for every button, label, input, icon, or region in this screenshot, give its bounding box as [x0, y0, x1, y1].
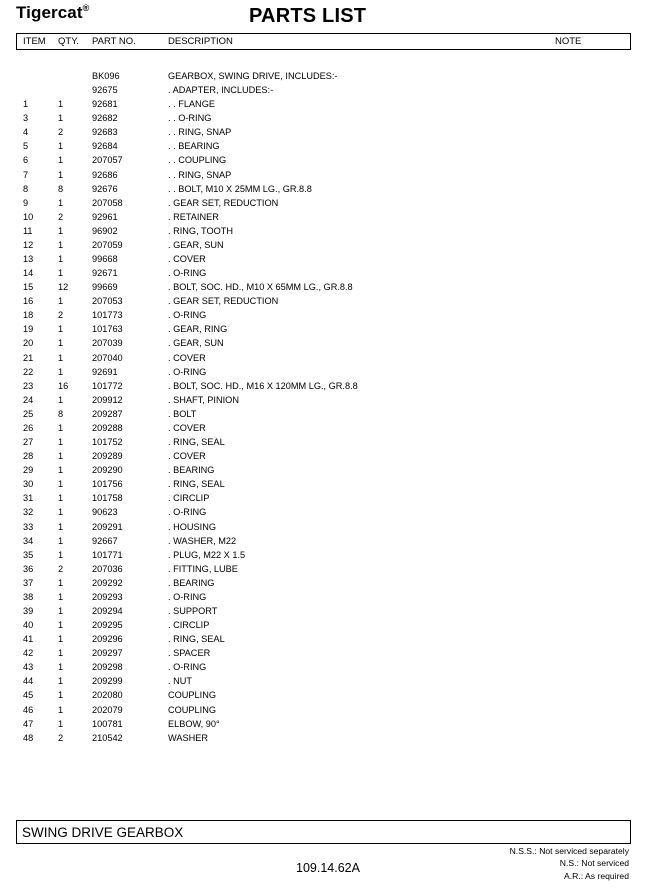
part-number: 209296: [92, 634, 123, 645]
table-row: [0, 252, 648, 266]
table-row: [0, 379, 648, 393]
item-number: 27: [23, 437, 34, 448]
item-number: 41: [23, 634, 34, 645]
description: . GEAR SET, REDUCTION: [168, 296, 279, 307]
item-number: 37: [23, 577, 34, 588]
part-number: 209292: [92, 577, 123, 588]
description: . RING, SEAL: [168, 437, 225, 448]
description: . ADAPTER, INCLUDES:-: [168, 85, 274, 96]
quantity: 1: [58, 422, 64, 433]
item-number: 32: [23, 507, 34, 518]
part-number: 207059: [92, 239, 123, 250]
quantity: 8: [58, 408, 64, 419]
quantity: 1: [58, 451, 64, 462]
quantity: 1: [58, 113, 64, 124]
description: . COVER: [168, 254, 206, 265]
quantity: 2: [58, 127, 64, 138]
part-number: 209291: [92, 521, 123, 532]
part-number: 92681: [92, 99, 118, 110]
table-row: [0, 505, 648, 519]
description: . CIRCLIP: [168, 493, 210, 504]
description: . COVER: [168, 451, 206, 462]
quantity: 1: [58, 169, 64, 180]
item-number: 46: [23, 704, 34, 715]
table-row: [0, 294, 648, 308]
legend-line: N.S.S.: Not serviced separately: [509, 846, 629, 856]
quantity: 1: [58, 718, 64, 729]
description: . . FLANGE: [168, 99, 215, 110]
part-number: 96902: [92, 225, 118, 236]
column-header-bar: [16, 33, 631, 50]
description: . GEAR, SUN: [168, 338, 224, 349]
item-number: 20: [23, 338, 34, 349]
part-number: 207040: [92, 352, 123, 363]
quantity: 1: [58, 549, 64, 560]
description: ELBOW, 90°: [168, 718, 220, 729]
part-number: 92961: [92, 211, 118, 222]
quantity: 1: [58, 521, 64, 532]
table-row: [0, 590, 648, 604]
page-title: PARTS LIST: [249, 5, 367, 27]
table-row: [0, 266, 648, 280]
part-number: 209289: [92, 451, 123, 462]
quantity: 1: [58, 141, 64, 152]
description: . BEARING: [168, 465, 215, 476]
item-number: 34: [23, 535, 34, 546]
part-number: 209287: [92, 408, 123, 419]
table-row: [0, 351, 648, 365]
quantity: 1: [58, 366, 64, 377]
table-row: [0, 604, 648, 618]
part-number: 207036: [92, 563, 123, 574]
item-number: 1: [23, 99, 29, 110]
abbreviation-legend: [510, 845, 629, 882]
table-row: [0, 322, 648, 336]
description: . RING, TOOTH: [168, 225, 233, 236]
quantity: 1: [58, 254, 64, 265]
item-number: 7: [23, 169, 29, 180]
part-number: 209293: [92, 591, 123, 602]
item-number: 16: [23, 296, 34, 307]
part-number: 202080: [92, 690, 123, 701]
table-row: [0, 520, 648, 534]
item-number: 33: [23, 521, 34, 532]
table-row: [0, 717, 648, 731]
part-number: 92686: [92, 169, 118, 180]
part-number: 92671: [92, 268, 118, 279]
part-number: 210542: [92, 732, 123, 743]
column-header-item: ITEM: [23, 36, 46, 47]
part-number: 209295: [92, 620, 123, 631]
item-number: 15: [23, 282, 34, 293]
table-row: [0, 548, 648, 562]
table-row: [0, 83, 648, 97]
table-row: [0, 646, 648, 660]
description: GEARBOX, SWING DRIVE, INCLUDES:-: [168, 71, 338, 81]
description: . PLUG, M22 X 1.5: [168, 549, 246, 560]
part-number: 90623: [92, 507, 118, 518]
part-number: 101773: [92, 310, 123, 321]
item-number: 5: [23, 141, 29, 152]
quantity: 1: [58, 507, 64, 518]
table-row: [0, 238, 648, 252]
item-number: 38: [23, 591, 34, 602]
description: WASHER: [168, 732, 208, 743]
quantity: 1: [58, 648, 64, 659]
section-title-box: [16, 820, 631, 844]
description: . . BEARING: [168, 141, 220, 152]
part-number: 99669: [92, 282, 118, 293]
item-number: 21: [23, 352, 34, 363]
quantity: 1: [58, 239, 64, 250]
item-number: 30: [23, 479, 34, 490]
part-number: 92684: [92, 141, 118, 152]
item-number: 24: [23, 394, 34, 405]
table-row: [0, 280, 648, 294]
item-number: 25: [23, 408, 34, 419]
part-number: 101756: [92, 479, 123, 490]
table-row: [0, 477, 648, 491]
quantity: 1: [58, 225, 64, 236]
table-row: [0, 210, 648, 224]
table-row: [0, 731, 648, 745]
part-number: 209298: [92, 662, 123, 673]
description: . . COUPLING: [168, 155, 227, 166]
description: . O-RING: [168, 507, 207, 518]
item-number: 40: [23, 620, 34, 631]
quantity: 1: [58, 620, 64, 631]
description: . WASHER, M22: [168, 535, 237, 546]
table-row: [0, 393, 648, 407]
description: . BOLT: [168, 408, 197, 419]
item-number: 11: [23, 225, 33, 236]
table-row: [0, 153, 648, 167]
quantity: 16: [58, 380, 69, 391]
item-number: 22: [23, 366, 34, 377]
quantity: 1: [58, 155, 64, 166]
quantity: 1: [58, 662, 64, 673]
description: . GEAR SET, REDUCTION: [168, 197, 279, 208]
item-number: 18: [23, 310, 34, 321]
quantity: 1: [58, 352, 64, 363]
item-number: 45: [23, 690, 34, 701]
quantity: 1: [58, 465, 64, 476]
description: . SHAFT, PINION: [168, 394, 239, 405]
item-number: 10: [23, 211, 34, 222]
item-number: 23: [23, 380, 34, 391]
table-row: [0, 196, 648, 210]
part-number: 101758: [92, 493, 123, 504]
table-row: [0, 308, 648, 322]
table-row: [0, 407, 648, 421]
table-row: [0, 182, 648, 196]
description: . . RING, SNAP: [168, 127, 232, 138]
description: . O-RING: [168, 662, 207, 673]
table-row: [0, 703, 648, 717]
item-number: 6: [23, 155, 29, 166]
item-number: 19: [23, 324, 34, 335]
description: . FITTING, LUBE: [168, 563, 238, 574]
description: . RING, SEAL: [168, 479, 225, 490]
description: . O-RING: [168, 310, 207, 321]
table-row: [0, 336, 648, 350]
quantity: 1: [58, 535, 64, 546]
part-number: 207058: [92, 197, 123, 208]
item-number: 13: [23, 254, 34, 265]
part-number: 209290: [92, 465, 123, 476]
quantity: 1: [58, 676, 64, 687]
item-number: 43: [23, 662, 34, 673]
quantity: 1: [58, 591, 64, 602]
quantity: 1: [58, 479, 64, 490]
item-number: 3: [23, 113, 29, 124]
table-row: [0, 449, 648, 463]
part-number: 101763: [92, 324, 123, 335]
quantity: 2: [58, 211, 64, 222]
quantity: 12: [58, 282, 69, 293]
item-number: 29: [23, 465, 34, 476]
quantity: 1: [58, 268, 64, 279]
description: . . RING, SNAP: [168, 169, 232, 180]
description: . O-RING: [168, 591, 207, 602]
description: . O-RING: [168, 268, 207, 279]
description: . RING, SEAL: [168, 634, 225, 645]
description: . BEARING: [168, 577, 215, 588]
section-title: SWING DRIVE GEARBOX: [22, 825, 184, 840]
item-number: 28: [23, 451, 34, 462]
part-number: 101772: [92, 380, 123, 391]
quantity: 2: [58, 732, 64, 743]
item-number: 12: [23, 239, 34, 250]
part-number: 202079: [92, 704, 123, 715]
item-number: 8: [23, 183, 29, 194]
quantity: 1: [58, 296, 64, 307]
table-row: [0, 491, 648, 505]
item-number: 36: [23, 563, 34, 574]
quantity: 1: [58, 99, 64, 110]
registered-mark: ®: [82, 3, 90, 13]
table-row: [0, 125, 648, 139]
description: . . BOLT, M10 X 25MM LG., GR.8.8: [168, 183, 312, 194]
part-number: 92691: [92, 366, 118, 377]
table-row: [0, 688, 648, 702]
table-row: [0, 69, 648, 83]
part-number: 207039: [92, 338, 123, 349]
item-number: 31: [23, 493, 34, 504]
part-number: 207053: [92, 296, 123, 307]
table-row: [0, 139, 648, 153]
item-number: 9: [23, 197, 29, 208]
column-header-note: NOTE: [555, 36, 582, 47]
quantity: 1: [58, 338, 64, 349]
parts-table: [0, 69, 648, 745]
part-number: 92682: [92, 113, 118, 124]
quantity: 8: [58, 183, 64, 194]
table-row: [0, 421, 648, 435]
description: . RETAINER: [168, 211, 219, 222]
part-number: 207057: [92, 155, 123, 166]
table-row: [0, 111, 648, 125]
table-row: [0, 97, 648, 111]
description: . BOLT, SOC. HD., M16 X 120MM LG., GR.8.8: [168, 380, 358, 391]
description: COUPLING: [168, 704, 216, 715]
table-row: [0, 365, 648, 379]
part-number: 92683: [92, 127, 118, 138]
item-number: 26: [23, 422, 34, 433]
legend-line: N.S.: Not serviced: [559, 858, 629, 869]
item-number: 4: [23, 127, 29, 138]
document-number: 109.14.62A: [296, 861, 360, 875]
table-row: [0, 660, 648, 674]
quantity: 1: [58, 493, 64, 504]
legend-line: A.R.: As required: [564, 870, 629, 881]
part-number: 209297: [92, 648, 123, 659]
description: COUPLING: [168, 690, 216, 701]
table-row: [0, 632, 648, 646]
brand-name: Tigercat: [16, 3, 83, 22]
description: . HOUSING: [168, 521, 216, 532]
quantity: 1: [58, 437, 64, 448]
part-number: 92667: [92, 535, 118, 546]
quantity: 1: [58, 394, 64, 405]
part-number: 101752: [92, 437, 123, 448]
description: . BOLT, SOC. HD., M10 X 65MM LG., GR.8.8: [168, 282, 353, 293]
quantity: 1: [58, 690, 64, 701]
item-number: 42: [23, 648, 34, 659]
brand-logo: [16, 3, 89, 23]
description: . SUPPORT: [168, 605, 218, 616]
column-header-description: DESCRIPTION: [168, 36, 233, 47]
description: . SPACER: [168, 648, 211, 659]
table-row: [0, 576, 648, 590]
part-number: 100781: [92, 718, 123, 729]
part-number: 209288: [92, 422, 123, 433]
table-row: [0, 562, 648, 576]
description: . NUT: [168, 676, 192, 687]
table-row: [0, 674, 648, 688]
description: . GEAR, SUN: [168, 239, 224, 250]
table-row: [0, 168, 648, 182]
part-number: 209912: [92, 394, 123, 405]
column-header-part-no: PART NO.: [92, 36, 136, 47]
description: . CIRCLIP: [168, 620, 210, 631]
part-number: 99668: [92, 254, 118, 265]
column-header-qty: QTY.: [58, 36, 79, 47]
table-row: [0, 618, 648, 632]
item-number: 14: [23, 268, 34, 279]
quantity: 1: [58, 605, 64, 616]
part-number: BK096: [92, 71, 120, 81]
table-row: [0, 534, 648, 548]
quantity: 1: [58, 704, 64, 715]
quantity: 2: [58, 310, 64, 321]
description: . . O-RING: [168, 113, 212, 124]
item-number: 48: [23, 732, 34, 743]
quantity: 2: [58, 563, 64, 574]
description: . COVER: [168, 352, 206, 363]
quantity: 1: [58, 634, 64, 645]
item-number: 39: [23, 605, 34, 616]
table-row: [0, 435, 648, 449]
part-number: 209294: [92, 605, 123, 616]
quantity: 1: [58, 577, 64, 588]
part-number: 92676: [92, 183, 118, 194]
part-number: 101771: [92, 549, 123, 560]
item-number: 44: [23, 676, 34, 687]
part-number: 92675: [92, 85, 118, 96]
description: . O-RING: [168, 366, 207, 377]
quantity: 1: [58, 324, 64, 335]
table-row: [0, 224, 648, 238]
item-number: 35: [23, 549, 34, 560]
description: . COVER: [168, 422, 206, 433]
description: . GEAR, RING: [168, 324, 228, 335]
part-number: 209299: [92, 676, 123, 687]
quantity: 1: [58, 197, 64, 208]
table-row: [0, 463, 648, 477]
item-number: 47: [23, 718, 34, 729]
